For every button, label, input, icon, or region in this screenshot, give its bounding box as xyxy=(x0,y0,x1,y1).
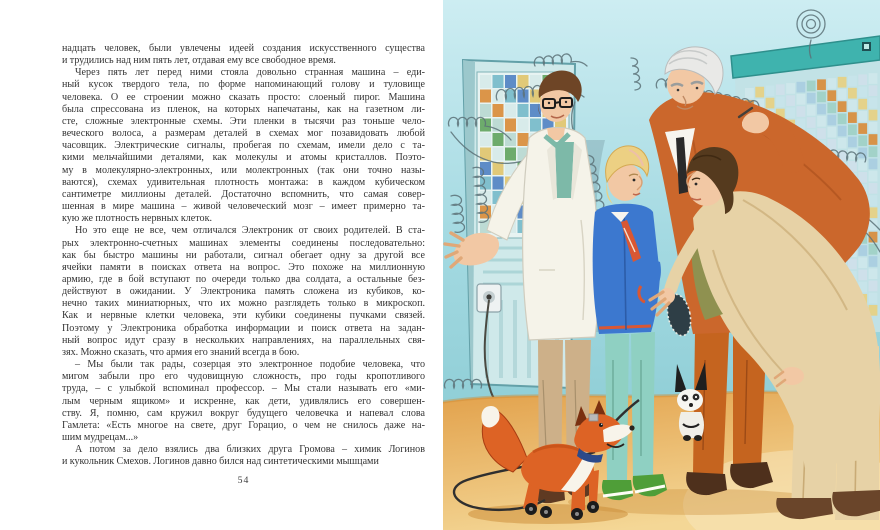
text-line: ный кусок твердого тела, по форме напоминающий голову и туловище xyxy=(62,79,425,91)
text-line: сантиметре миллионы деталей. Достаточно вспомнить, что самая совер- xyxy=(62,188,425,200)
text-line: шенная в мире машина – живой человеческий мозг – имеет примерно та- xyxy=(62,201,425,213)
text-line: лым черным ящиком» и искренне, как дети, удивлялись его совершен- xyxy=(62,395,425,407)
text-line: – Мы были так рады, созерцая это электронное подобие человека, что xyxy=(75,359,425,371)
text-line: действуют в ожидании. У Электроника память сложена из кубиков, ко- xyxy=(62,286,425,298)
text-line: зях. Можно сказать, что армия его знаний всегда в бою. xyxy=(62,346,300,358)
text-line: мигом забыли про его чудовищную сложность, про годы кропотливого xyxy=(62,371,425,383)
text-line: кую же плотность нервных клеток. xyxy=(62,213,213,225)
text-line: ству. Я, помню, сам кружил вокруг будущего человечка и напевал слова xyxy=(62,407,425,419)
text-line: Через пять лет перед ними стояла довольно странная машина – еди- xyxy=(75,67,425,79)
text-line: часовщик. Электрические сигналы, пробегая по схемам, имели дело с та- xyxy=(62,140,425,152)
text-line: кими мельчайшими деталями, как молекулы и атомы кристаллов. Поэто- xyxy=(62,152,425,164)
text-line: как бы быстро машины ни работали, сигнал обегает одну за другой все xyxy=(62,249,425,261)
text-line: ваются), схемах удивительная плотность монтажа: в каждом кубическом xyxy=(62,176,425,188)
text-line: Поэтому у Электроника обработка информации и поиск ответа на задан- xyxy=(62,322,425,334)
text-line: надцать человек, были увлечены идеей создания искусственного существа xyxy=(62,43,425,54)
text-block xyxy=(62,43,425,468)
text-line: человека. О ее строении можно сказать просто: слоеный пирог. Машина xyxy=(62,91,425,103)
text-line: труда, – с улыбкой вспоминал профессор. – Мы стали называть его «ми- xyxy=(62,383,425,395)
text-line: рых электронно-счетных машинах элементы соединены последовательно: xyxy=(62,237,425,249)
text-line: и трудились над ним пять лет, отдавая ему все свободное время. xyxy=(62,55,336,67)
text-line: Как и нервные клетки человека, эти кубики соединены пучками связей. xyxy=(62,310,425,322)
text-line: Но это еще не все, чем отличался Электроник от своих родителей. В ста- xyxy=(75,225,425,237)
text-line: ячейки памяти в поисках ответа на вопрос. Это похоже на миллионную xyxy=(62,261,425,273)
text-line: сте, сложные электронные схемы. Эти пленки в тысячи раз тоньше чело- xyxy=(62,115,425,127)
text-line: му в молекулярно-электронных, или молектронных (так они точно назы- xyxy=(62,164,425,176)
text-line: веческого волоса, а размерам деталей в схемах мог позавидовать любой xyxy=(62,128,425,140)
text-line: А потом за дело взялись два близких друга Громова – химик Логинов xyxy=(75,444,425,456)
page-number: 54 xyxy=(237,475,250,486)
text-line: армию, где в бой вступают по очереди только два солдата, а остальные без- xyxy=(62,273,425,285)
illustration xyxy=(443,0,880,530)
text-line: была спрессована из пленок, на которых напечатаны, как на газетном ли- xyxy=(62,103,425,115)
text-line: Гамлета: «Есть многое на свете, друг Горацио, о чем не снилось даже на- xyxy=(62,419,425,431)
text-line: шим мудрецам...» xyxy=(62,432,139,443)
text-line: нечно таких миниатюрных, что их можно разглядеть только в микроскоп. xyxy=(62,298,425,310)
text-line: ный вопрос идут сразу в нескольких направлениях, на параллельных свя- xyxy=(62,334,425,346)
text-line: и кукольник Смехов. Логинов давно бился над синтетическими мышцами xyxy=(62,456,379,468)
